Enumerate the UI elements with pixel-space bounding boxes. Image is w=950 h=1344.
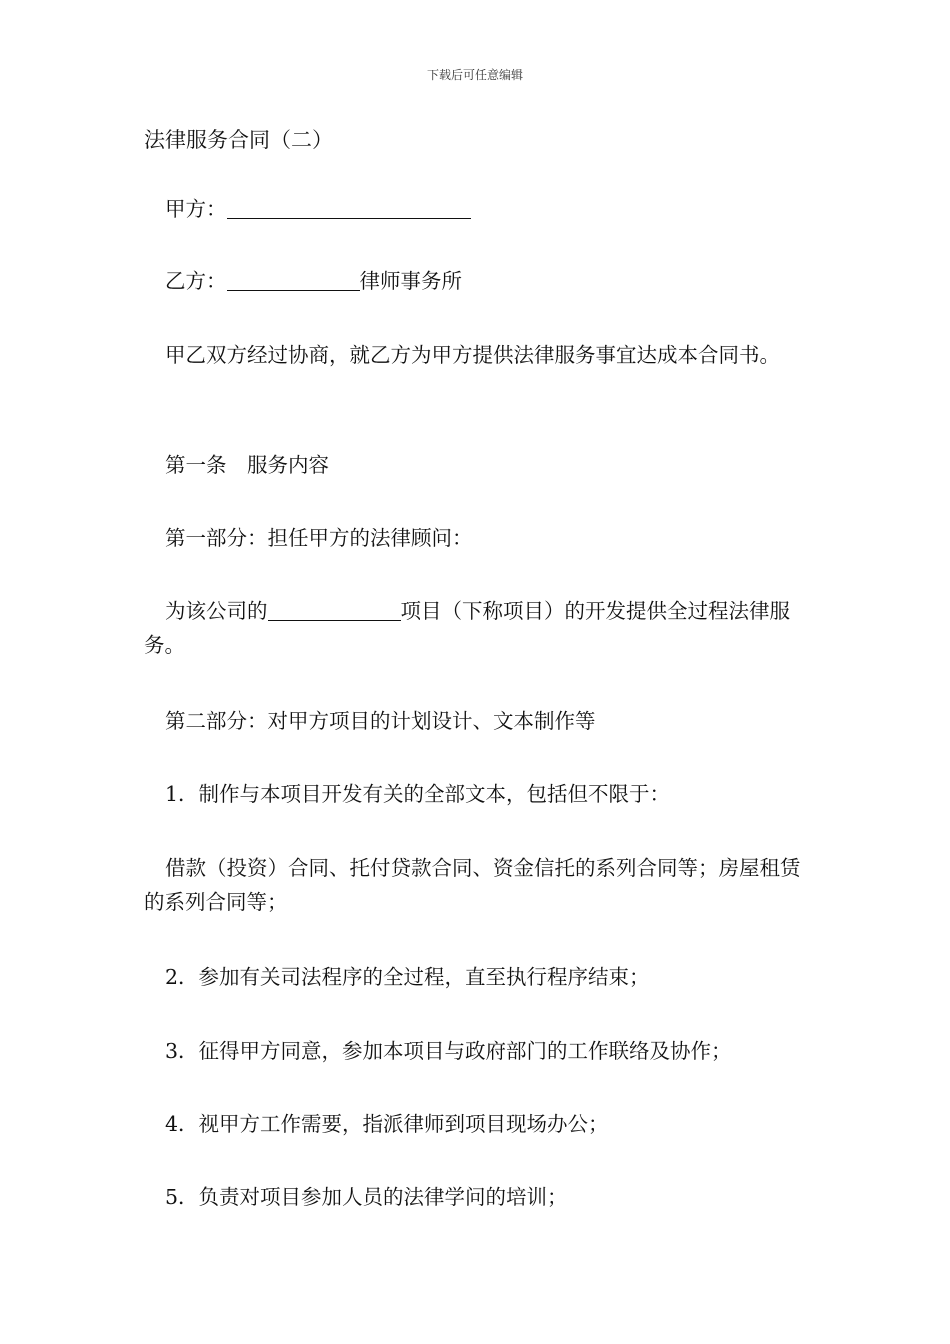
- party-a-label: 甲方：: [165, 197, 227, 221]
- item-2: 2．参加有关司法程序的全过程，直至执行程序结束；: [165, 965, 650, 989]
- party-b-line: [144, 264, 809, 298]
- item-5: 5．负责对项目参加人员的法律学问的培训；: [165, 1185, 568, 1209]
- header-note: 下载后可任意编辑: [426, 68, 523, 82]
- intro-paragraph: 甲乙双方经过协商，就乙方为甲方提供法律服务事宜达成本合同书。: [165, 343, 780, 367]
- project-paragraph: [144, 594, 809, 662]
- article-1-heading: 第一条 服务内容: [165, 453, 329, 477]
- item-1-detail: 借款（投资）合同、托付贷款合同、资金信托的系列合同等；房屋租赁的系列合同等；: [144, 856, 801, 914]
- project-suffix: 项目（下称项目）的开发提供全过程法律服务。: [144, 599, 790, 657]
- party-b-suffix: 律师事务所: [359, 269, 462, 293]
- item-4: 4．视甲方工作需要，指派律师到项目现场办公；: [165, 1112, 609, 1136]
- part-2-heading: 第二部分：对甲方项目的计划设计、文本制作等: [165, 709, 596, 733]
- project-prefix: 为该公司的: [165, 599, 268, 623]
- party-a-blank: [227, 194, 471, 219]
- party-b-label: 乙方：: [165, 269, 227, 293]
- item-3: 3．征得甲方同意，参加本项目与政府部门的工作联络及协作；: [165, 1039, 732, 1063]
- part-1-heading: 第一部分：担任甲方的法律顾问：: [165, 526, 473, 550]
- project-blank: [268, 596, 401, 621]
- party-b-blank: [227, 266, 360, 291]
- page-title: 法律服务合同（二）: [144, 128, 333, 152]
- item-1: 1．制作与本项目开发有关的全部文本，包括但不限于：: [165, 782, 671, 806]
- party-a-line: [144, 192, 809, 226]
